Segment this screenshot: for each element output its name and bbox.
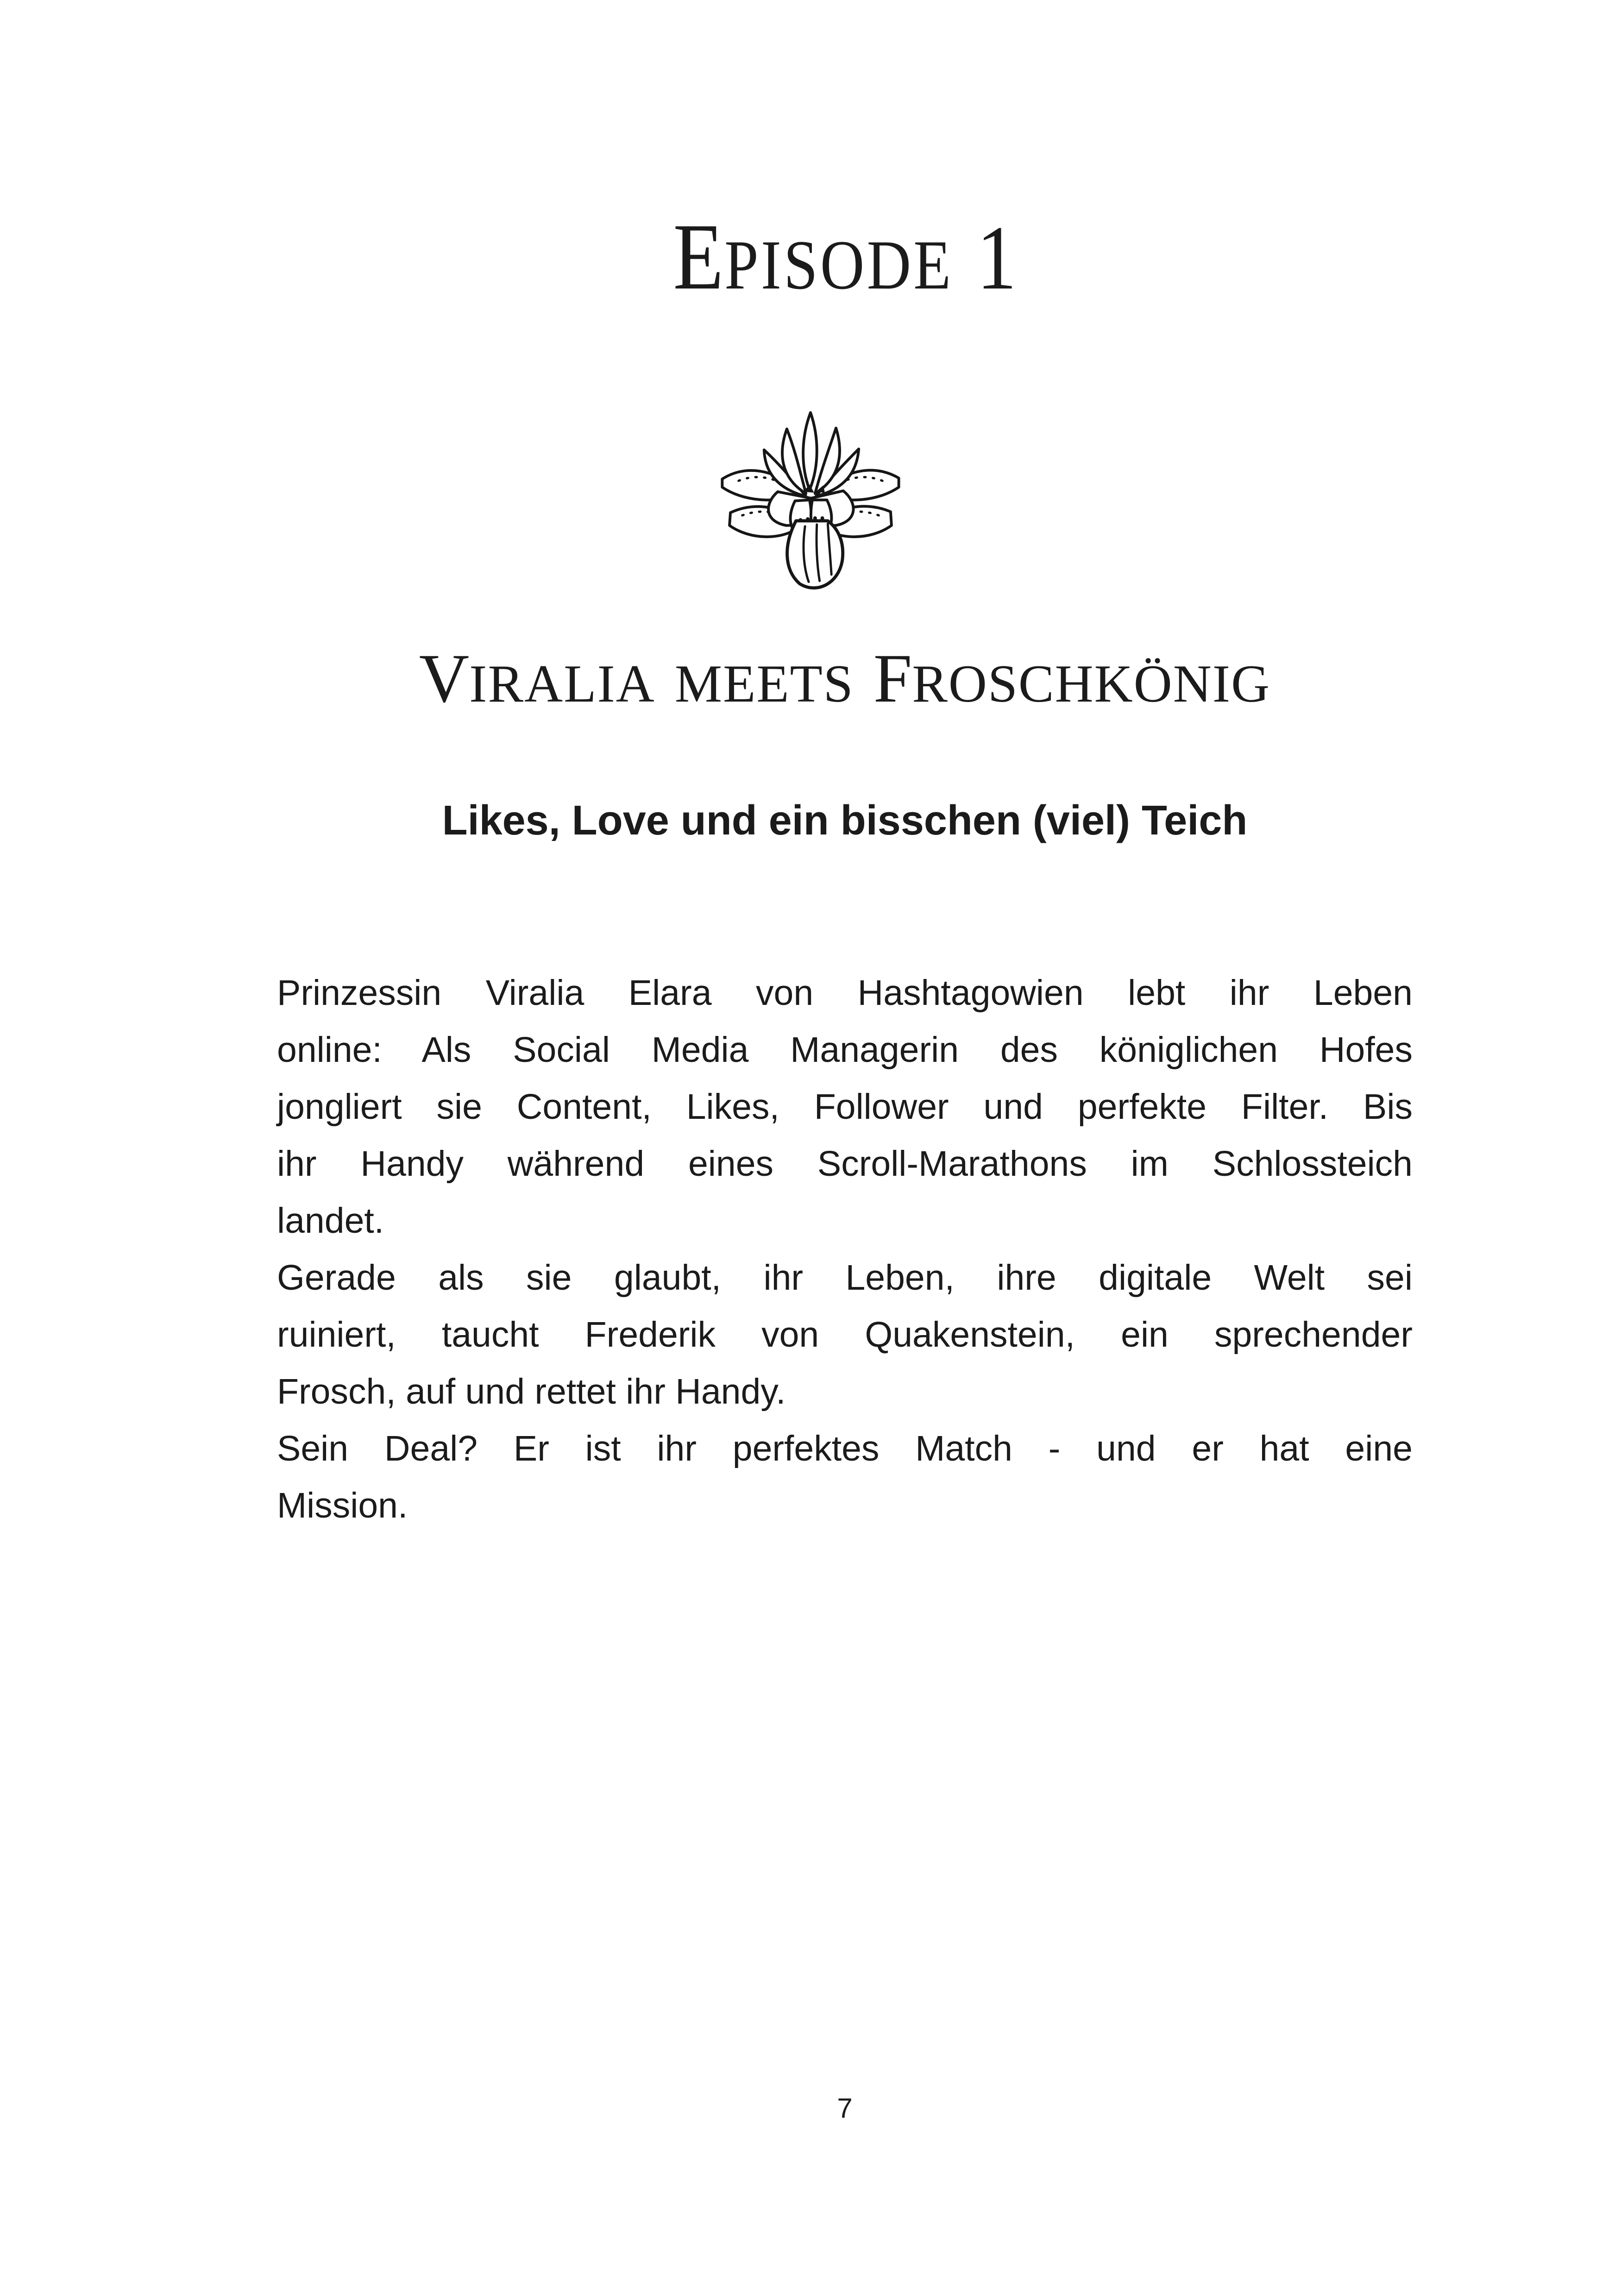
body-line: Frosch, auf und rettet ihr Handy.: [277, 1372, 786, 1411]
heading-word2: MEETS: [674, 654, 854, 713]
body-line: Prinzessin Viralia Elara von Hashtagowien lebt ihr Leben: [277, 973, 1413, 1013]
body-line: Gerade als sie glaubt, ihr Leben, ihre digitale Welt sei: [277, 1258, 1413, 1298]
ornament-container: [0, 383, 1621, 595]
body-line: ihr Handy während eines Scroll-Marathons im Schlossteich: [277, 1144, 1413, 1184]
episode-heading: [277, 640, 1413, 717]
chapter-title-rest: PISODE: [724, 226, 954, 304]
body-line: landet.: [277, 1201, 384, 1241]
heading-word1-rest: IRALIA: [469, 654, 655, 713]
heading-word3-initial: F: [873, 640, 912, 717]
chapter-title-initial: E: [673, 204, 724, 309]
body-line: ruiniert, taucht Frederik von Quakenstein, ein sprechender: [277, 1315, 1413, 1355]
heading-word3-rest: ROSCHKÖNIG: [912, 654, 1271, 713]
body-line: jongliert sie Content, Likes, Follower und perfekte Filter. Bis: [277, 1087, 1413, 1127]
lily-bud: [787, 521, 843, 588]
lily-petal: [803, 413, 817, 490]
body-text: [277, 965, 1413, 1534]
page-number: 7: [837, 2093, 853, 2124]
chapter-number: 1: [976, 207, 1017, 308]
chapter-title-text: [673, 204, 1017, 309]
body-line: Mission.: [277, 1486, 408, 1525]
water-lily-icon: [706, 383, 915, 593]
chapter-title: [277, 204, 1413, 309]
body-line: Sein Deal? Er ist ihr perfektes Match - und er hat eine: [277, 1429, 1413, 1468]
episode-subtitle: Likes, Love und ein bisschen (viel) Teich: [442, 797, 1248, 844]
heading-word1-initial: V: [419, 640, 470, 717]
body-line: online: Als Social Media Managerin des königlichen Hofes: [277, 1030, 1413, 1070]
